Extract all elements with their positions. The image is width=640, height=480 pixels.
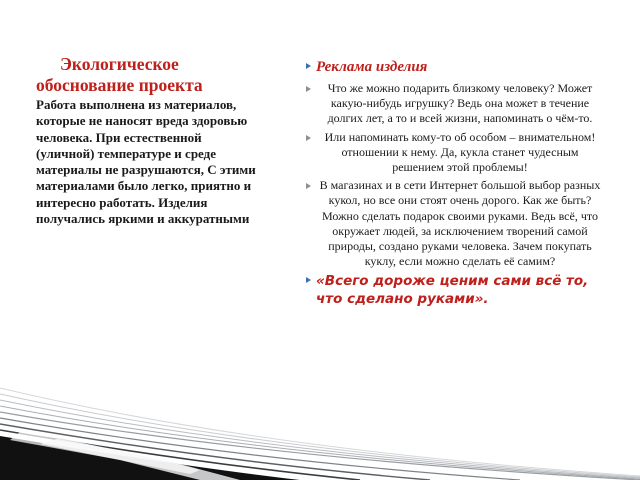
bullet-arrow-icon	[306, 183, 311, 189]
advertising-paragraph: Или напоминать кому-то об особом – внимательном! отношении к нему. Да, кукла станет чудесным решением этой проблемы!	[324, 129, 596, 175]
advertising-paragraph: В магазинах и в сети Интернет большой выбор разных кукол, но все они стоят очень дорого. Как же быть? Можно сделать подарок своими руками. Ведь всё, что окружает людей, за исключением творений самой природы, создано руками человека. Зачем покупать куклу, если можно сделать её самим?	[319, 178, 601, 269]
bullet-arrow-icon	[306, 86, 311, 92]
bullet-arrow-icon	[306, 135, 311, 141]
paragraph-item	[308, 81, 604, 127]
paragraph-item	[308, 178, 604, 269]
bullet-arrow-icon	[306, 277, 311, 283]
heading-item	[308, 58, 604, 77]
ecology-title: Экологическое обоснование проекта	[36, 54, 203, 95]
quote-item	[308, 272, 604, 308]
advertising-section	[308, 58, 604, 308]
ecology-section	[36, 54, 262, 227]
advertising-heading: Реклама изделия	[316, 59, 428, 75]
bullet-arrow-icon	[306, 63, 311, 69]
decorative-stripes	[0, 380, 640, 480]
closing-quote: «Всего дороже ценим сами всё то, что сделано руками».	[316, 273, 589, 308]
ecology-text: Работа выполнена из материалов, которые не наносят вреда здоровью человека. При естественной (уличной) температуре и среде материалы не разрушаются, С этими материалами было легко, приятно и интересно работать. Изделия получались яркими и аккуратными	[36, 97, 256, 227]
advertising-paragraph: Что же можно подарить близкому человеку? Может какую-нибудь игрушку? Ведь она может в течение долгих лет, а то и всей жизни, напоминать о чём-то.	[327, 81, 593, 126]
paragraph-item	[308, 130, 604, 176]
